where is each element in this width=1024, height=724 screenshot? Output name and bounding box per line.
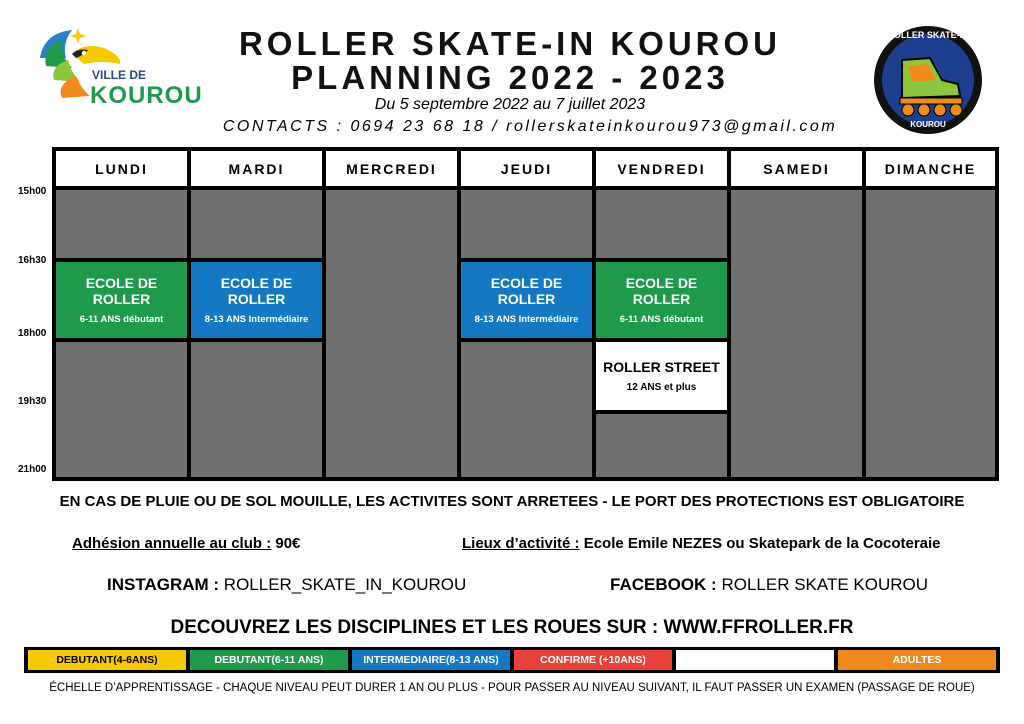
- empty-slot: [191, 190, 322, 258]
- activity-level: 8-13 ANS Intermédiaire: [474, 314, 579, 325]
- discover-disciplines: DECOUVREZ LES DISCIPLINES ET LES ROUES SUR : WWW.FFROLLER.FR: [170, 617, 854, 638]
- instagram-label: INSTAGRAM :: [107, 575, 220, 594]
- contacts-line: CONTACTS : 0694 23 68 18 / rollerskateinkourou973@gmail.com: [222, 118, 838, 135]
- membership-label: Adhésion annuelle au club :: [72, 535, 272, 552]
- time-label: 15h00: [18, 186, 47, 197]
- facebook-label: FACEBOOK :: [610, 575, 717, 594]
- time-label: 19h30: [18, 396, 47, 407]
- empty-slot: [596, 190, 727, 258]
- activity-ecole-roller-vendredi: [596, 262, 727, 338]
- empty-slot: [461, 342, 592, 477]
- empty-slot: [56, 342, 187, 477]
- activity-locations: [462, 535, 941, 552]
- activity-title: ECOLE DE ROLLER: [220, 275, 293, 307]
- learning-scale-note: ÉCHELLE D’APPRENTISSAGE - CHAQUE NIVEAU PEUT DURER 1 AN OU PLUS - POUR PASSER AU NIVEAU SUIVANT, IL FAUT PASSER UN EXAMEN (PASSAGE DE ROUE): [49, 682, 975, 694]
- day-header-jeudi: JEUDI: [461, 151, 592, 186]
- logo-top-text: ROLLER SKATE-IN: [887, 30, 969, 40]
- page-subtitle: PLANNING 2022 - 2023: [291, 59, 729, 96]
- time-label: 21h00: [18, 464, 47, 475]
- time-label: 16h30: [18, 255, 47, 266]
- empty-slot: [191, 342, 322, 477]
- day-header-samedi: SAMEDI: [731, 151, 862, 186]
- empty-slot: [461, 190, 592, 258]
- activity-ecole-roller-jeudi: [461, 262, 592, 338]
- empty-slot: [56, 190, 187, 258]
- day-header-vendredi: VENDREDI: [596, 151, 727, 186]
- schedule-grid: [52, 147, 999, 481]
- membership-fee: [72, 535, 300, 552]
- day-header-mercredi: MERCREDI: [326, 151, 457, 186]
- facebook-info: [610, 575, 928, 595]
- activity-title: ECOLE DE ROLLER: [85, 275, 158, 307]
- logo-bottom-text: KOUROU: [910, 120, 946, 129]
- membership-value: 90€: [271, 535, 301, 552]
- rain-warning: EN CAS DE PLUIE OU DE SOL MOUILLE, LES ACTIVITES SONT ARRETEES - LE PORT DES PROTECTIONS EST OBLIGATOIRE: [59, 493, 965, 510]
- facebook-handle: ROLLER SKATE KOUROU: [716, 575, 929, 594]
- level-blank: [676, 650, 834, 670]
- level-adultes: ADULTES: [838, 650, 996, 670]
- day-header-lundi: LUNDI: [56, 151, 187, 186]
- instagram-handle: ROLLER_SKATE_IN_KOUROU: [219, 575, 467, 594]
- day-header-mardi: MARDI: [191, 151, 322, 186]
- level-legend: [24, 647, 1000, 673]
- empty-slot: [731, 190, 862, 477]
- locations-label: Lieux d’activité :: [462, 535, 580, 552]
- activity-level: 12 ANS et plus: [626, 382, 697, 393]
- activity-ecole-roller-lundi: [56, 262, 187, 338]
- activity-level: 8-13 ANS Intermédiaire: [204, 314, 309, 325]
- activity-title: ECOLE DE ROLLER: [625, 275, 698, 307]
- activity-ecole-roller-mardi: [191, 262, 322, 338]
- activity-roller-street-vendredi: [596, 342, 727, 410]
- instagram-info: [107, 575, 466, 595]
- kourou-text: KOUROU: [90, 82, 203, 109]
- empty-slot: [326, 190, 457, 477]
- time-label: 18h00: [18, 328, 47, 339]
- locations-value: Ecole Emile NEZES ou Skatepark de la Cocoteraie: [579, 535, 941, 552]
- activity-title: ROLLER STREET: [603, 359, 720, 375]
- season-dates: Du 5 septembre 2022 au 7 juillet 2023: [374, 96, 646, 113]
- level-debutant-4-6: DEBUTANT(4-6ANS): [28, 650, 186, 670]
- empty-slot: [866, 190, 995, 477]
- level-intermediaire: INTERMEDIAIRE(8-13 ANS): [352, 650, 510, 670]
- empty-slot: [596, 414, 727, 477]
- level-confirme: CONFIRME (+10ANS): [514, 650, 672, 670]
- page-title: ROLLER SKATE-IN KOUROU: [238, 25, 782, 62]
- activity-level: 6-11 ANS débutant: [79, 314, 164, 325]
- ville-de-text: VILLE DE: [92, 68, 147, 82]
- level-debutant-6-11: DEBUTANT(6-11 ANS): [190, 650, 348, 670]
- activity-title: ECOLE DE ROLLER: [490, 275, 563, 307]
- activity-level: 6-11 ANS débutant: [619, 314, 704, 325]
- day-header-dimanche: DIMANCHE: [866, 151, 995, 186]
- ville-de-kourou-logo: [32, 18, 203, 118]
